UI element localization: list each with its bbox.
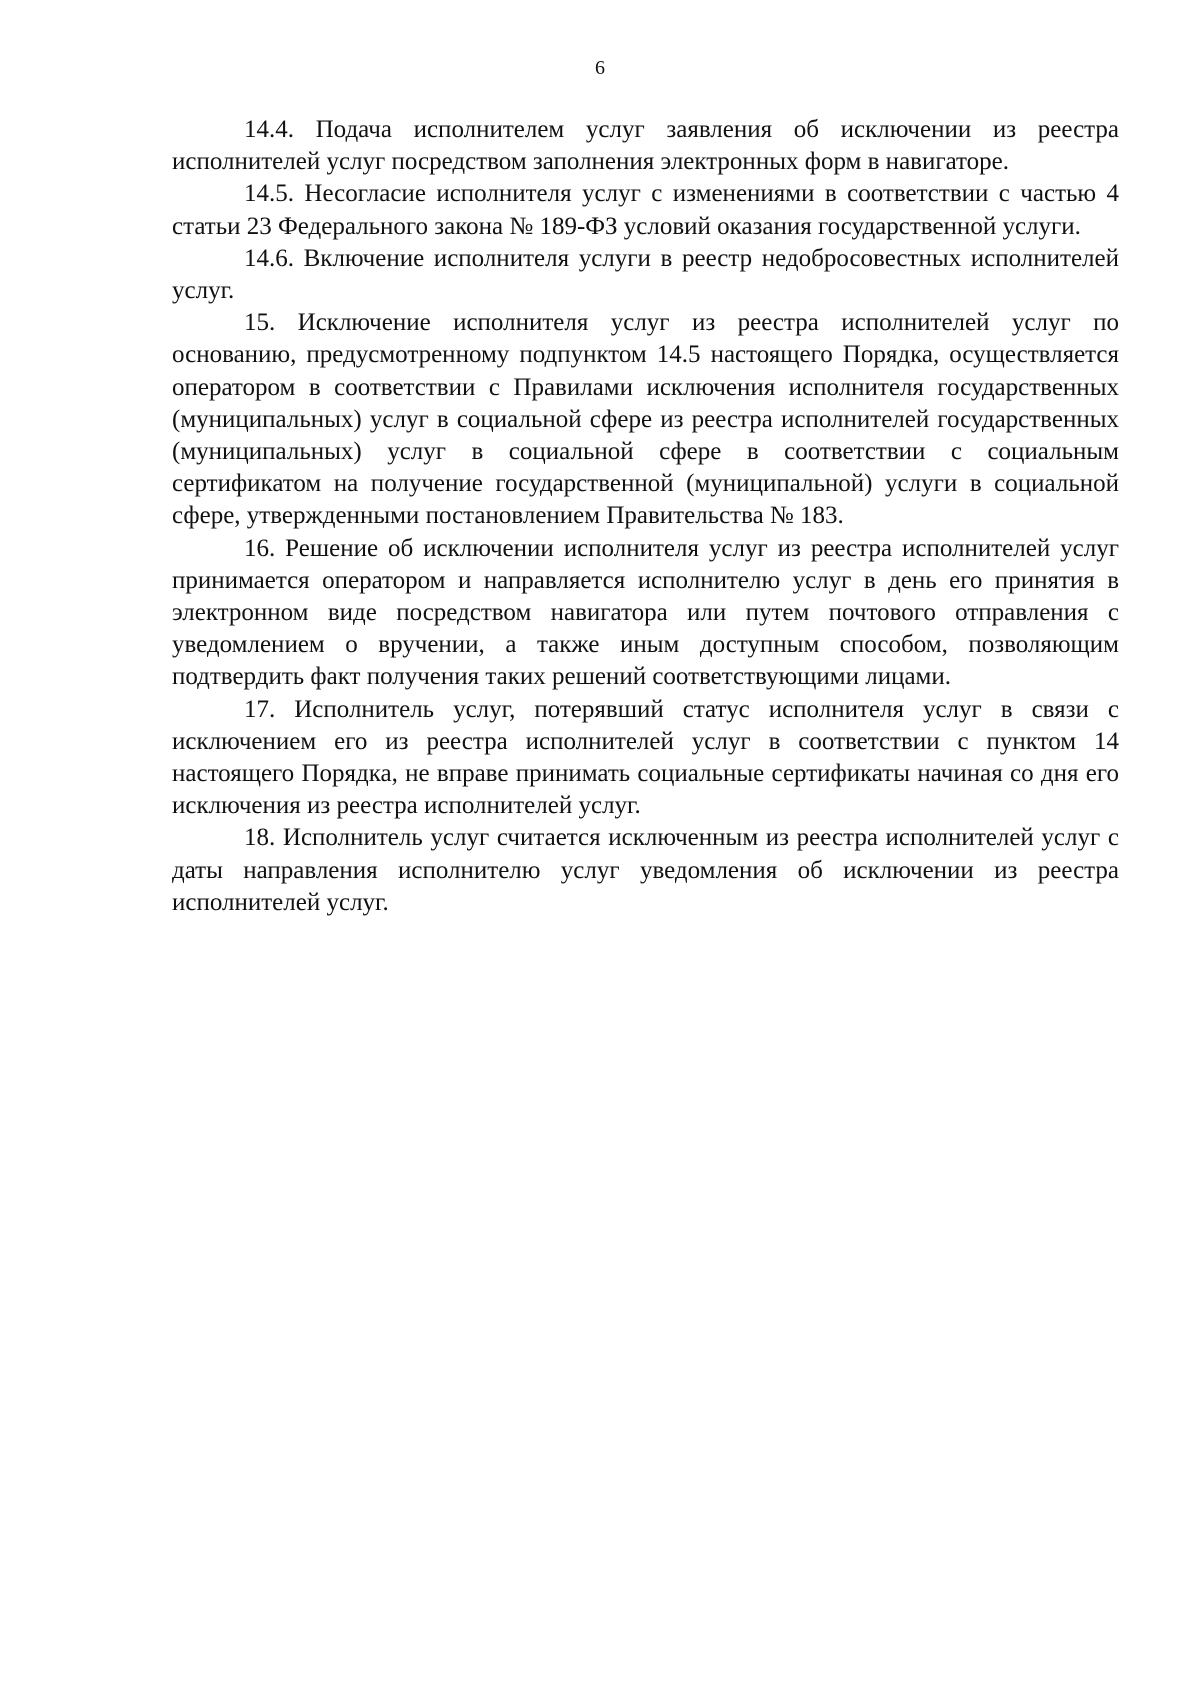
paragraph-14-5: 14.5. Несогласие исполнителя услуг с изменениями в соответствии с частью 4 статьи 23 Федерального закона № 189-ФЗ условий оказания государственной услуги. (172, 180, 1119, 240)
paragraph-18: 18. Исполнитель услуг считается исключенным из реестра исполнителей услуг с даты направления исполнителю услуг уведомления об исключении из реестра исполнителей услуг. (172, 824, 1119, 916)
page-number: 6 (595, 57, 605, 79)
paragraph-17: 17. Исполнитель услуг, потерявший статус исполнителя услуг в связи с исключением его из реестра исполнителей услуг в соответствии с пунктом 14 настоящего Порядка, не вправе принимать социальные сертификаты начиная со дня его исключения из реестра исполнителей услуг. (172, 695, 1119, 820)
document-body (172, 114, 1119, 919)
paragraph-14-4: 14.4. Подача исполнителем услуг заявления об исключении из реестра исполнителей услуг посредством заполнения электронных форм в навигаторе. (172, 116, 1119, 176)
paragraph-15: 15. Исключение исполнителя услуг из реестра исполнителей услуг по основанию, предусмотренному подпунктом 14.5 настоящего Порядка, осуществляется оператором в соответствии с Правилами исключения исполнителя государственных (муниципальных) услуг в социальной сфере из реестра исполнителей государственных (муниципальных) услуг в социальной сфере в соответствии с социальным сертификатом на получение государственной (муниципальной) услуги в социальной сфере, утвержденными постановлением Правительства № 183. (172, 309, 1119, 530)
paragraph-14-6: 14.6. Включение исполнителя услуги в реестр недобросовестных исполнителей услуг. (172, 244, 1119, 305)
paragraph-16: 16. Решение об исключении исполнителя услуг из реестра исполнителей услуг принимается оператором и направляется исполнителю услуг в день его принятия в электронном виде посредством навигатора или путем почтового отправления с уведомлением о вручении, а также иным доступным способом, позволяющим подтвердить факт получения таких решений соответствующими лицами. (172, 534, 1119, 691)
